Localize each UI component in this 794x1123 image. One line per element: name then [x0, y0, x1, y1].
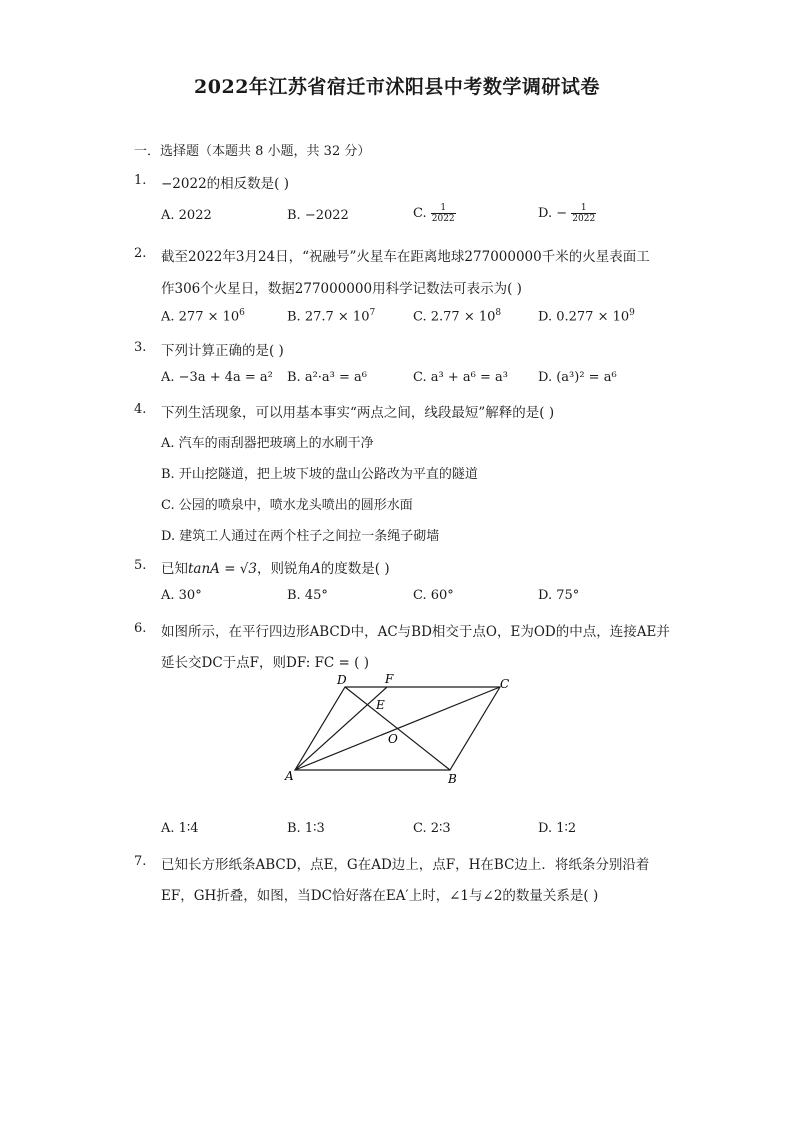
option-a: A. −3a + 4a = a² — [161, 370, 273, 385]
exponent: 8 — [495, 308, 502, 318]
option-c-text: C. 2.77 × 10 — [413, 309, 496, 325]
question-stem — [161, 557, 390, 577]
option-d: D. 建筑工人通过在两个柱子之间拉一条绳子砌墙 — [161, 529, 440, 544]
label-o: O — [388, 732, 398, 746]
option-a-text: A. 277 × 10 — [161, 309, 240, 325]
exponent: 9 — [629, 308, 635, 318]
question-stem-line-1: 如图所示，在平行四边形ABCD中，AC与BD相交于点O，E为OD的中点，连接AE并 — [161, 624, 670, 640]
label-a: A — [285, 769, 294, 783]
stem-text: ，则锐角 — [257, 561, 312, 577]
label-f: F — [385, 672, 394, 686]
option-d: D. 75° — [538, 588, 580, 603]
question-number: 3. — [134, 340, 147, 355]
stem-text: 的度数是( ) — [320, 561, 390, 577]
option-b-text: B. 27.7 × 10 — [287, 309, 370, 325]
option-d-text: D. 0.277 × 10 — [538, 309, 630, 325]
question-stem-line-1: 已知长方形纸条ABCD，点E，G在AD边上，点F，H在BC边上．将纸条分别沿着 — [161, 857, 650, 873]
exponent: 7 — [369, 308, 376, 318]
question-stem: 下列计算正确的是( ) — [161, 343, 284, 359]
option-c: C. 60° — [413, 588, 454, 603]
question-number: 4. — [134, 402, 147, 417]
option-c: C. 2∶3 — [413, 821, 451, 836]
option-b: B. 开山挖隧道，把上坡下坡的盘山公路改为平直的隧道 — [161, 467, 478, 482]
stem-variable: A — [311, 561, 321, 577]
label-d: D — [337, 673, 347, 687]
fraction-numerator: 1 — [431, 203, 456, 214]
segment-af — [295, 687, 387, 770]
exponent: 6 — [239, 308, 245, 318]
option-c — [413, 308, 501, 324]
option-d — [538, 308, 635, 324]
stem-formula: tanA = √3 — [188, 561, 258, 577]
fraction-denominator: 2022 — [572, 214, 596, 224]
option-c — [413, 203, 456, 224]
option-b: B. 45° — [287, 588, 328, 603]
page-title: 2022年江苏省宿迁市沭阳县中考数学调研试卷 — [194, 76, 600, 98]
option-d: D. (a³)² = a⁶ — [538, 370, 617, 385]
option-b: B. a²·a³ = a⁶ — [287, 370, 367, 385]
option-a — [161, 308, 245, 324]
option-c: C. a³ + a⁶ = a³ — [413, 370, 508, 385]
question-number: 7. — [134, 854, 147, 869]
question-number: 5. — [134, 558, 147, 573]
question-number: 6. — [134, 621, 147, 636]
fraction-denominator: 2022 — [431, 214, 455, 224]
option-a: A. 1∶4 — [161, 821, 199, 836]
question-stem-line-2: EF，GH折叠，如图，当DC恰好落在EA′上时，∠1与∠2的数量关系是( ) — [161, 888, 599, 904]
label-b: B — [448, 772, 457, 786]
option-b: B. −2022 — [287, 208, 349, 223]
question-stem-line-2: 延长交DC于点F，则DF: FC = ( ) — [161, 655, 369, 671]
label-c: C — [500, 677, 510, 691]
question-stem-line-1: 截至2022年3月24日，“祝融号”火星车在距离地球277000000千米的火星表面工 — [161, 249, 650, 265]
question-number: 1. — [134, 173, 147, 188]
option-a: A. 2022 — [161, 208, 212, 223]
option-d — [538, 203, 596, 224]
question-stem: −2022的相反数是( ) — [161, 176, 289, 192]
fraction — [431, 203, 456, 224]
fraction-numerator: 1 — [571, 203, 596, 214]
question-number: 2. — [134, 246, 147, 261]
option-b — [287, 308, 375, 324]
option-a: A. 汽车的雨刮器把玻璃上的水刷干净 — [161, 436, 374, 451]
option-d: D. 1∶2 — [538, 821, 577, 836]
fraction — [571, 203, 596, 224]
label-e: E — [376, 698, 385, 712]
parallelogram-figure — [280, 670, 520, 790]
stem-text: 已知 — [161, 561, 188, 577]
option-c-label: C. — [413, 206, 431, 221]
question-stem: 下列生活现象，可以用基本事实“两点之间，线段最短”解释的是( ) — [161, 405, 555, 421]
option-b: B. 1∶3 — [287, 821, 325, 836]
diagonal-bd — [345, 687, 450, 770]
option-a: A. 30° — [161, 588, 202, 603]
option-d-label: D. − — [538, 206, 568, 221]
option-c: C. 公园的喷泉中，喷水龙头喷出的圆形水面 — [161, 498, 413, 513]
section-heading: 一．选择题（本题共 8 小题，共 32 分） — [134, 144, 371, 159]
question-stem-line-2: 作306个火星日，数据277000000用科学记数法可表示为( ) — [161, 281, 522, 297]
